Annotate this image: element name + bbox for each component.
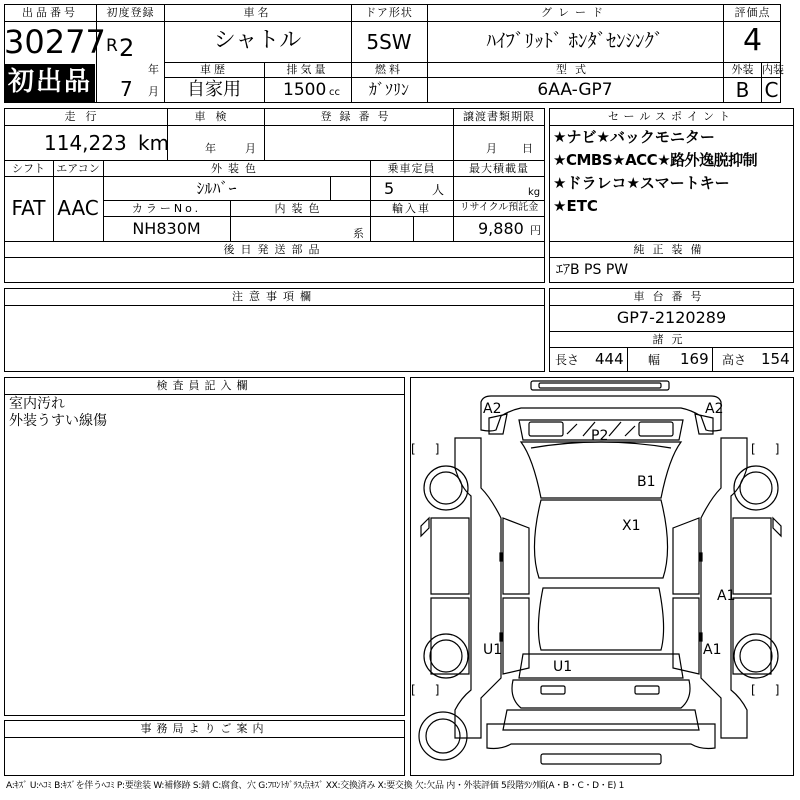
length: 444 [595,350,624,368]
width: 169 [680,350,709,368]
shift: FAT [11,196,46,220]
inspection-label: 車検 [194,110,237,123]
displacement: 1500 [283,80,327,100]
inspection-year-unit: 年 [205,142,216,155]
mileage-label: 走行 [64,110,107,123]
car-name: シャトル [213,28,302,53]
era-mark: R [106,36,118,56]
color-no: NH830M [132,219,201,238]
inspection-month-unit: 月 [245,142,256,155]
recycle-label: リサイクル預託金 [459,202,539,213]
damage-mark-p2: P2 [591,428,609,444]
legend: A:ｷｽﾞ U:ﾍｺﾐ B:ｷｽﾞを伴うﾍｺﾐ P:要塗装 W:補修跡 S:錆 C:腐食、穴 G:ﾌﾛﾝﾄｶﾞﾗｽ点ｷｽﾞ XX:交換済み X:要交換 欠:欠品 内・外装評価 5段階ﾗﾝｸ順(A・B・C・D・E) 1 [6,781,625,791]
damage-mark-a1-lower: A1 [703,642,722,658]
fuel-label: 燃料 [375,63,403,76]
damage-mark-a1-upper: A1 [717,588,736,604]
capacity-label: 乗車定員 [387,162,436,175]
displacement-label: 排気量 [286,63,329,76]
inspector-note: 外装うすい線傷 [9,413,107,429]
ext-color-label: 外装色 [211,162,262,175]
car-diagram [411,378,792,774]
length-label: 長さ [555,353,580,367]
exterior-grade: B [735,78,750,102]
aircon-label: エアコン [56,162,100,175]
capacity-unit: 人 [432,183,445,197]
grade-label: グレード [541,6,609,19]
car-name-label: 車名 [243,6,272,19]
transfer-day-unit: 日 [522,142,533,155]
displacement-unit: cc [329,87,340,98]
max-load-label: 最大積載量 [469,162,529,175]
grade: ﾊｲﾌﾞﾘｯﾄﾞ ﾎﾝﾀﾞｾﾝｼﾝｸﾞ [486,30,664,52]
sales-point-line: ★ドラレコ★スマートキー [553,174,730,192]
transfer-month-unit: 月 [486,142,497,155]
interior-label: 内装 [762,63,784,76]
equipment: ｴｱB PS PW [556,262,629,278]
height: 154 [761,350,790,368]
exterior-label: 外装 [731,63,754,76]
year-unit: 年 [148,63,159,76]
chassis-label: 車台番号 [633,290,710,303]
door-label: ドア形状 [365,6,413,19]
damage-mark-b1: B1 [637,474,656,490]
bracket: [ ] [411,442,440,456]
bracket: [ ] [751,683,780,697]
reg-month: 7 [120,77,133,101]
equipment-label: 純正装備 [633,243,710,256]
dims-label: 諸元 [652,333,691,346]
recycle-fee: 9,880 [478,219,524,238]
notes-label: 注意事項欄 [232,290,317,303]
reg-year: 2 [119,34,135,62]
score-label: 評価点 [734,6,771,19]
chassis-number: GP7-2120289 [616,308,727,327]
month-unit: 月 [148,85,159,98]
damage-mark-u1-left: U1 [483,642,503,658]
history-label: 車歴 [200,63,228,76]
first-reg-label: 初度登録 [106,6,155,19]
door-type: 5SW [366,30,412,54]
damage-diagram [410,377,794,776]
int-color-label: 内装色 [274,202,326,215]
reg-number-label: 登録番号 [320,110,397,123]
history: 自家用 [187,79,241,100]
lot-number-label: 出品番号 [22,6,78,19]
lot-number: 30277 [4,23,106,61]
score: 4 [742,23,763,58]
inspector-label: 検査員記入欄 [156,379,253,392]
fuel: ｶﾞｿﾘﾝ [368,80,409,99]
capacity: 5 [384,179,395,198]
sales-points-label: セールスポイント [607,110,735,123]
model: 6AA-GP7 [537,80,613,100]
shift-label: シフト [12,162,45,175]
model-label: 型式 [556,63,594,76]
bracket: [ ] [411,683,440,697]
ext-color: ｼﾙﾊﾞｰ [196,179,237,198]
mileage: 114,223 [44,131,127,155]
sales-point-line: ★ETC [553,197,598,215]
damage-mark-u1-center: U1 [553,659,573,675]
max-load-unit: kg [528,187,541,198]
inspector-note: 室内汚れ [9,396,65,412]
interior-grade: C [764,78,779,102]
height-label: 高さ [722,353,747,367]
mileage-unit: km [138,131,170,155]
transfer-label: 譲渡書類期限 [463,110,535,123]
sales-point-line: ★CMBS★ACC★路外逸脱抑制 [553,151,758,169]
recycle-unit: 円 [530,224,541,237]
damage-mark-a2-left: A2 [483,401,502,417]
later-parts-label: 後日発送部品 [223,243,326,256]
sales-point-line: ★ナビ★バックモニター [553,128,715,146]
width-label: 幅 [648,353,661,367]
office-label: 事務局よりご案内 [140,722,269,735]
color-no-label: カラーNo. [131,202,202,215]
aircon: AAC [57,196,99,220]
damage-mark-a2-right: A2 [705,401,724,417]
int-color-unit: 系 [353,227,364,240]
damage-mark-x1: X1 [622,518,641,534]
import-label: 輸入車 [392,202,431,215]
bracket: [ ] [751,442,780,456]
first-listing-text: 初出品 [7,67,92,97]
